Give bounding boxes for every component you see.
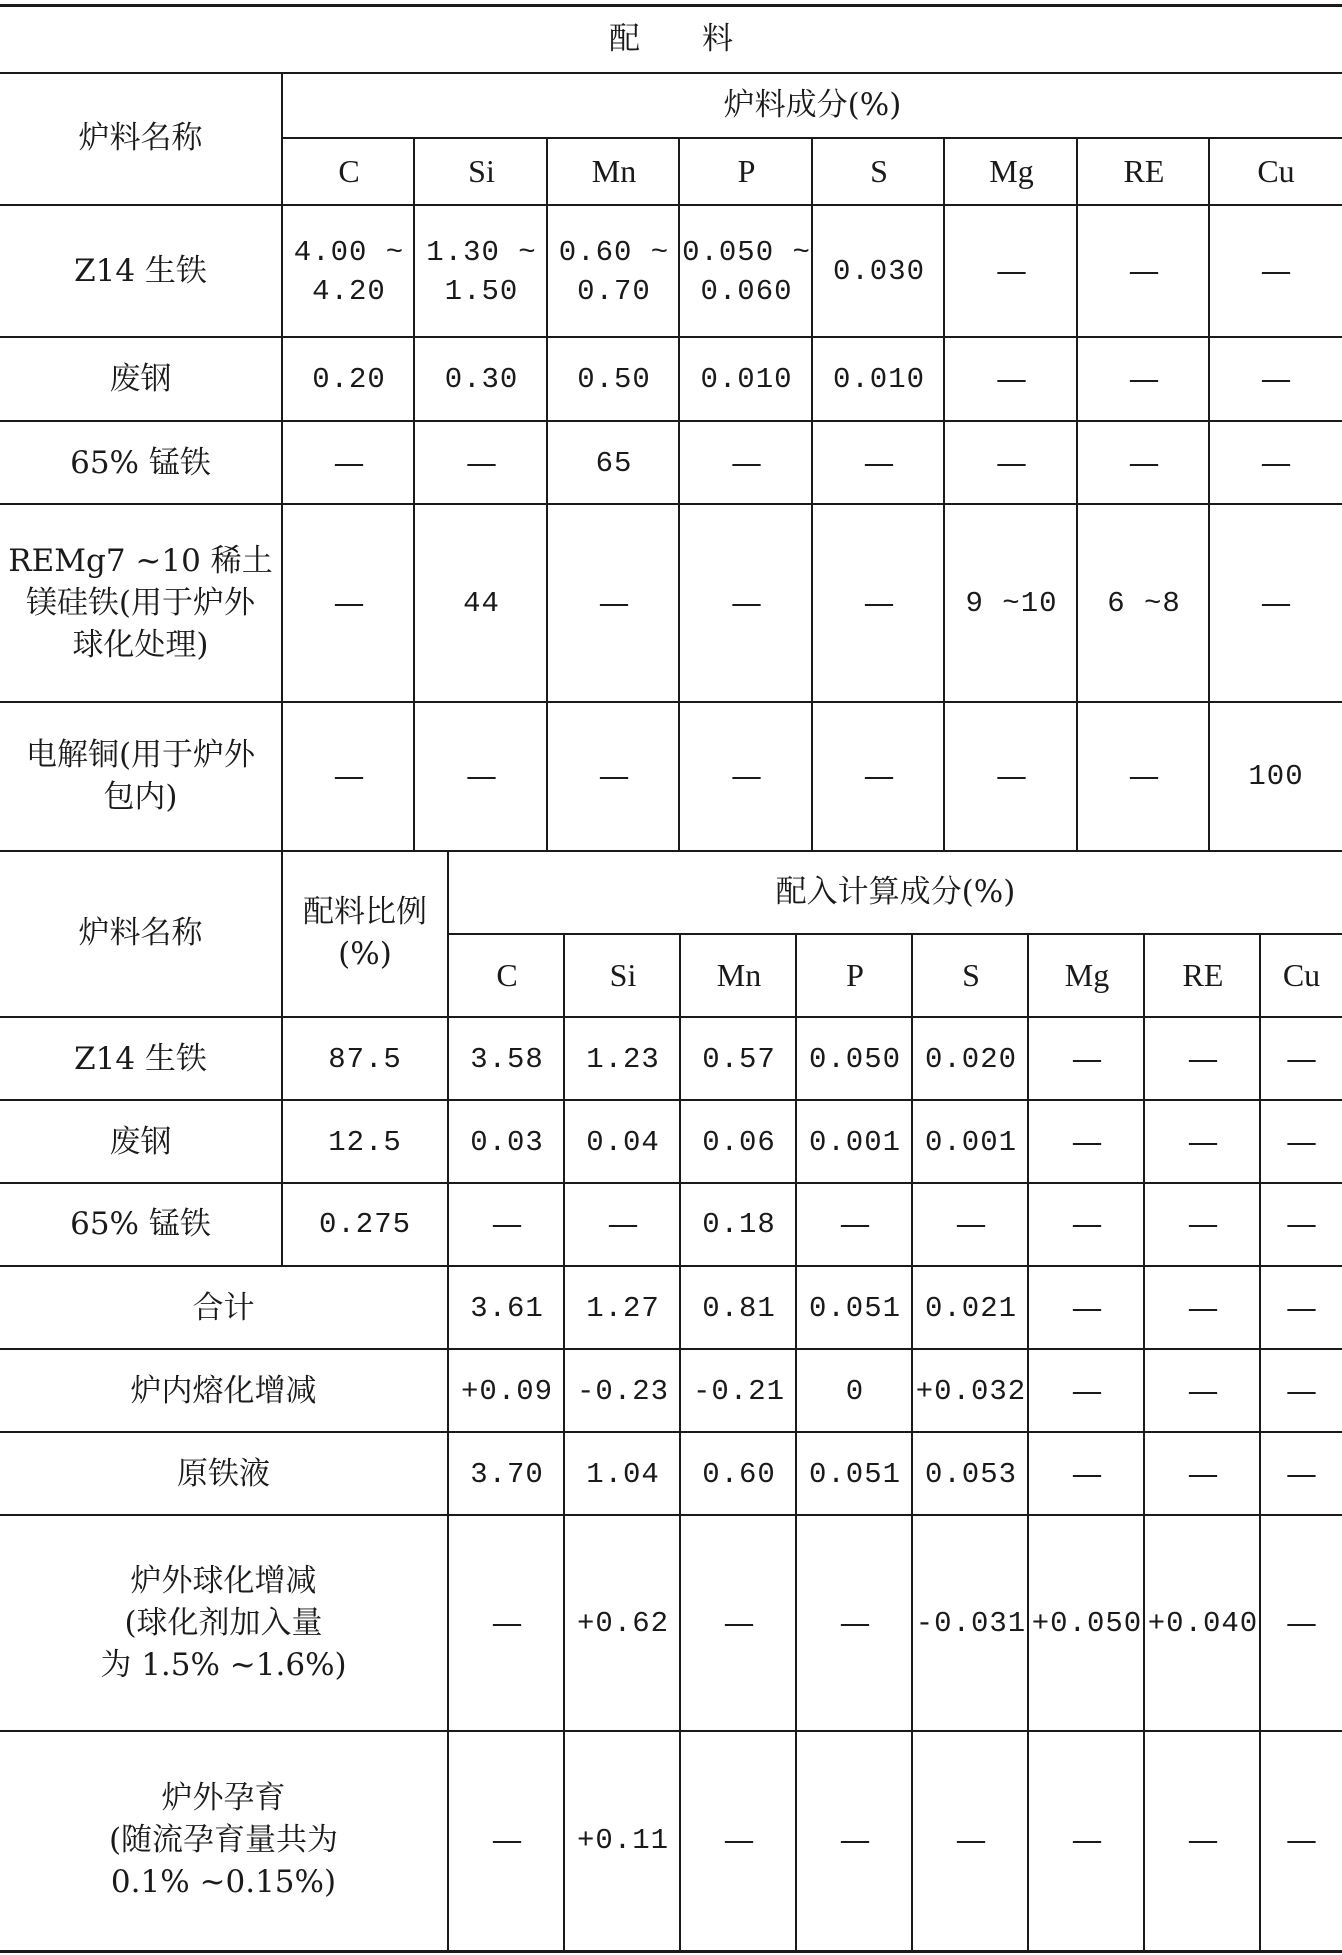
composition-value: 0.030	[832, 255, 925, 289]
calc-value: —	[955, 1205, 987, 1242]
summary-value: +0.040	[1147, 1607, 1259, 1641]
composition-value: —	[333, 757, 365, 794]
calc-value: 3.58	[470, 1042, 544, 1076]
material-name-header: 炉料名称	[78, 120, 203, 157]
summary-value: —	[1187, 1372, 1219, 1409]
material-name: 电解铜(用于炉外 包内)	[25, 736, 256, 815]
element-header: Si	[609, 956, 637, 993]
calc-value: —	[491, 1205, 523, 1242]
calc-value: 0.18	[702, 1207, 776, 1241]
ratio-value: 12.5	[328, 1125, 402, 1159]
composition-value: —	[1260, 444, 1292, 481]
calc-value: 0.001	[924, 1125, 1017, 1159]
element-header: P	[846, 956, 864, 993]
material-name: 废钢	[109, 1123, 172, 1160]
calc-value: —	[1187, 1205, 1219, 1242]
composition-value: —	[731, 757, 762, 794]
summary-value: -0.23	[576, 1374, 669, 1408]
composition-value: —	[333, 444, 365, 481]
element-header: Mn	[716, 956, 762, 993]
table-title: 配 料	[609, 20, 733, 57]
summary-label: 炉内熔化增减	[130, 1372, 317, 1409]
composition-value: 0.20	[312, 363, 386, 397]
composition-value: —	[466, 757, 497, 794]
composition-value: —	[996, 757, 1027, 794]
summary-value: -0.031	[915, 1607, 1027, 1641]
summary-value: —	[723, 1822, 755, 1859]
summary-value: —	[1071, 1289, 1103, 1326]
composition-value: 6 ~8	[1107, 587, 1181, 621]
composition-value: —	[996, 253, 1027, 290]
summary-value: —	[955, 1822, 987, 1859]
element-header: Mn	[591, 152, 637, 189]
composition-value: —	[466, 444, 497, 481]
summary-value: —	[1286, 1455, 1317, 1492]
summary-value: —	[491, 1822, 523, 1859]
composition-value: —	[1260, 253, 1292, 290]
element-header: S	[962, 956, 980, 993]
summary-value: —	[723, 1605, 755, 1642]
summary-value: 0	[845, 1374, 865, 1408]
summary-value: -0.21	[692, 1374, 785, 1408]
calc-value: 1.23	[586, 1042, 660, 1076]
summary-value: —	[1187, 1822, 1219, 1859]
summary-label: 原铁液	[177, 1455, 270, 1492]
summary-label: 合计	[192, 1289, 255, 1326]
summary-value: —	[1286, 1289, 1317, 1326]
composition-value: —	[1128, 444, 1160, 481]
composition-value: 0.60 ~ 0.70	[558, 235, 670, 308]
composition-value: 0.30	[444, 363, 519, 397]
summary-value: 0.60	[702, 1457, 776, 1491]
summary-value: 3.70	[470, 1457, 544, 1491]
summary-value: —	[1071, 1372, 1103, 1409]
calc-value: 0.050	[808, 1042, 901, 1076]
composition-value: 65	[595, 446, 633, 480]
calc-value: 0.06	[702, 1125, 776, 1159]
summary-value: +0.050	[1031, 1607, 1143, 1641]
composition-value: 0.010	[832, 363, 925, 397]
calc-value: —	[1071, 1205, 1103, 1242]
material-name: REMg7 ~10 稀土 镁硅铁(用于炉外 球化处理)	[8, 543, 273, 663]
composition-value: —	[1128, 361, 1160, 398]
calc-value: 0.001	[808, 1125, 901, 1159]
calc-value: —	[1071, 1123, 1103, 1160]
element-header: Mg	[1064, 956, 1110, 993]
composition-value: 0.010	[700, 363, 793, 397]
summary-value: 1.27	[586, 1291, 660, 1325]
material-name: 废钢	[109, 361, 172, 398]
composition-value: —	[996, 444, 1027, 481]
calc-value: —	[1187, 1040, 1219, 1077]
composition-value: —	[1128, 253, 1160, 290]
summary-label: 炉外球化增减 (球化剂加入量 为 1.5% ~1.6%)	[100, 1563, 347, 1683]
ratio-value: 87.5	[328, 1042, 402, 1076]
calc-value: —	[1286, 1040, 1317, 1077]
summary-value: —	[1286, 1605, 1317, 1642]
composition-value: 44	[463, 587, 500, 621]
element-header: C	[496, 956, 518, 993]
summary-value: 0.81	[702, 1291, 776, 1325]
composition-value: —	[731, 585, 762, 622]
composition-value: 0.50	[577, 363, 651, 397]
summary-value: —	[839, 1822, 871, 1859]
calc-value: 0.020	[924, 1042, 1017, 1076]
material-name: Z14 生铁	[74, 253, 207, 290]
element-header: RE	[1182, 956, 1224, 993]
summary-value: 3.61	[470, 1291, 544, 1325]
composition-value: —	[598, 585, 630, 622]
summary-value: 1.04	[586, 1457, 660, 1491]
summary-value: 0.051	[808, 1457, 901, 1491]
element-header: P	[737, 152, 756, 189]
composition-value: 9 ~10	[965, 587, 1058, 621]
composition-value: 4.00 ~ 4.20	[293, 235, 405, 308]
summary-value: 0.021	[924, 1291, 1017, 1325]
composition-value: —	[1128, 757, 1160, 794]
summary-value: —	[839, 1605, 871, 1642]
composition-value: 100	[1248, 759, 1304, 793]
summary-label: 炉外孕育 (随流孕育量共为 0.1% ~0.15%)	[108, 1780, 339, 1900]
element-header: C	[338, 152, 360, 189]
material-name-header: 炉料名称	[78, 915, 203, 952]
composition-value: —	[863, 444, 895, 481]
summary-value: —	[1286, 1822, 1317, 1859]
composition-value: —	[1260, 361, 1292, 398]
summary-value: +0.62	[576, 1607, 669, 1641]
ratio-header: 配料比例 (%)	[303, 894, 427, 972]
calc-value: —	[1286, 1123, 1317, 1160]
composition-value: —	[863, 585, 895, 622]
calc-value: —	[1286, 1205, 1317, 1242]
composition-value: —	[731, 444, 762, 481]
calc-value: 0.03	[470, 1125, 544, 1159]
material-name: Z14 生铁	[74, 1040, 207, 1077]
composition-value: 0.050 ~ 0.060	[682, 235, 811, 308]
summary-value: +0.032	[915, 1374, 1027, 1408]
element-header: Cu	[1257, 152, 1295, 189]
element-header: Cu	[1282, 956, 1321, 993]
summary-value: —	[1071, 1455, 1103, 1492]
composition-value: —	[333, 585, 365, 622]
calc-value: —	[1071, 1040, 1103, 1077]
calc-composition-header: 配入计算成分(%)	[775, 873, 1016, 910]
summary-value: —	[1071, 1822, 1103, 1859]
calc-value: —	[607, 1205, 639, 1242]
summary-value: —	[1187, 1455, 1219, 1492]
element-header: S	[870, 152, 888, 189]
calc-value: —	[1187, 1123, 1219, 1160]
summary-value: —	[1187, 1289, 1219, 1326]
composition-value: —	[863, 757, 895, 794]
composition-value: —	[996, 361, 1027, 398]
composition-value: —	[598, 757, 630, 794]
summary-value: 0.053	[924, 1457, 1017, 1491]
calc-value: —	[839, 1205, 871, 1242]
calc-value: 0.57	[702, 1042, 776, 1076]
summary-value: 0.051	[808, 1291, 901, 1325]
summary-value: +0.11	[576, 1824, 669, 1858]
element-header: RE	[1123, 152, 1165, 189]
calc-value: 0.04	[586, 1125, 660, 1159]
element-header: Si	[468, 152, 495, 189]
composition-value: 1.30 ~ 1.50	[426, 235, 537, 308]
composition-value: —	[1260, 585, 1292, 622]
summary-value: —	[491, 1605, 523, 1642]
material-name: 65% 锰铁	[70, 1205, 211, 1242]
element-header: Mg	[989, 152, 1034, 189]
summary-value: —	[1286, 1372, 1317, 1409]
table-rule	[0, 1950, 1342, 1953]
composition-header: 炉料成分(%)	[723, 86, 902, 123]
summary-value: +0.09	[460, 1374, 553, 1408]
material-name: 65% 锰铁	[70, 444, 211, 481]
ratio-value: 0.275	[318, 1207, 411, 1241]
